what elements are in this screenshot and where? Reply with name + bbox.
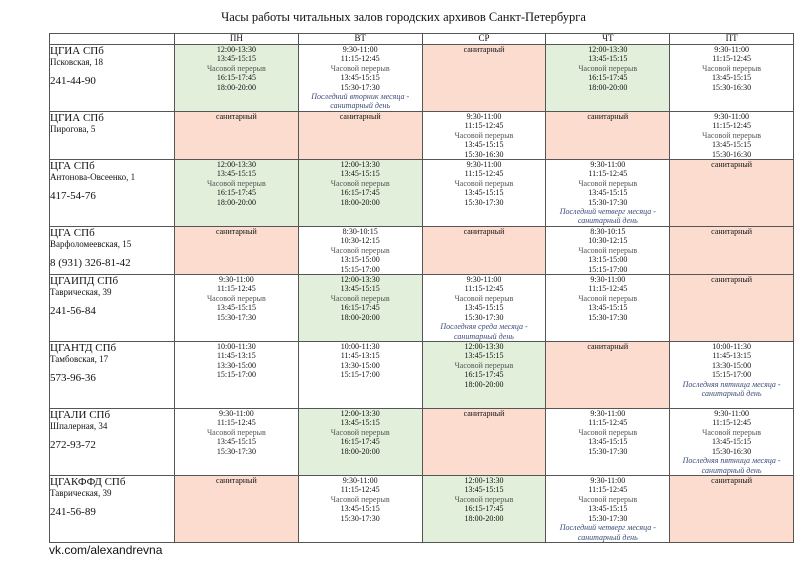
- break-label: Часовой перерыв: [330, 178, 390, 188]
- archive-address: Пирогова, 5: [50, 124, 96, 134]
- time-slot: 13:45-15:15: [340, 504, 380, 514]
- schedule-cell: [175, 409, 299, 476]
- time-slot: 8:30-10:15: [342, 227, 378, 237]
- time-slot: 9:30-11:00: [466, 275, 502, 285]
- break-label: Часовой перерыв: [206, 293, 266, 303]
- time-slot: 18:00-20:00: [340, 312, 380, 322]
- day-header-mon: ПН: [175, 34, 299, 45]
- archive-address: Псковская, 18: [50, 57, 103, 67]
- time-slot: 18:00-20:00: [464, 379, 504, 389]
- archive-name: ЦГАИПД СПб: [50, 275, 119, 288]
- time-slot: 12:00-13:30: [340, 409, 380, 419]
- time-slot: 9:30-11:00: [590, 476, 626, 486]
- time-slot: 15:30-16:30: [712, 149, 752, 159]
- archive-info: [50, 275, 175, 342]
- time-slot: 13:15-15:00: [588, 255, 628, 265]
- time-slot: 12:00-13:30: [588, 45, 628, 54]
- archive-info: [50, 160, 175, 227]
- time-slot: 12:00-13:30: [340, 275, 380, 285]
- archive-name: ЦГА СПб: [50, 160, 95, 173]
- schedule-cell: [670, 275, 794, 342]
- archive-name: ЦГАНТД СПб: [50, 342, 117, 355]
- time-slot: 13:45-15:15: [588, 437, 628, 447]
- time-slot: санитарный: [463, 409, 505, 419]
- time-slot: 10:00-11:30: [216, 342, 256, 352]
- time-slot: 16:15-17:45: [216, 188, 256, 198]
- schedule-cell: [546, 45, 670, 112]
- time-slot: санитарный: [587, 342, 629, 352]
- time-slot: 11:15-12:45: [216, 418, 256, 428]
- time-slot: 10:00-11:30: [712, 342, 751, 352]
- time-slot: 13:45-15:15: [340, 418, 380, 428]
- time-slot: 13:45-15:15: [588, 504, 628, 514]
- time-slot: 13:45-15:15: [464, 188, 504, 198]
- time-slot: 11:15-12:45: [712, 418, 751, 428]
- time-slot: 15:15-17:00: [588, 264, 628, 274]
- archive-name: ЦГИА СПб: [50, 112, 104, 124]
- archive-phone: 272-93-72: [50, 439, 96, 452]
- archive-address: Таврическая, 39: [50, 287, 112, 298]
- archive-info: [50, 45, 175, 112]
- time-slot: 12:00-13:30: [216, 160, 256, 170]
- time-slot: 13:45-15:15: [464, 351, 504, 361]
- time-slot: 18:00-20:00: [340, 197, 380, 207]
- break-label: Часовой перерыв: [206, 427, 266, 437]
- time-slot: 15:30-17:30: [588, 446, 628, 456]
- time-slot: 11:15-12:45: [464, 284, 504, 294]
- break-label: Часовой перерыв: [578, 293, 638, 303]
- archive-info: [50, 112, 175, 160]
- header-row: [50, 34, 794, 45]
- archive-row: [50, 342, 794, 409]
- time-slot: 15:30-17:30: [216, 446, 256, 456]
- time-slot: 15:30-17:30: [340, 513, 380, 523]
- schedule-cell: [298, 160, 422, 227]
- schedule-cell: [670, 45, 794, 112]
- time-slot: 11:15-12:45: [340, 485, 380, 495]
- time-slot: 11:15-12:45: [216, 284, 256, 294]
- time-slot: 10:30-12:15: [588, 236, 628, 246]
- sanitary-day-note: санитарный день: [701, 389, 762, 399]
- time-slot: 13:45-15:15: [464, 140, 504, 150]
- page-title: Часы работы читальных залов городских архивов Санкт-Петербурга: [221, 10, 586, 24]
- schedule-cell: [175, 476, 299, 543]
- time-slot: 12:00-13:30: [464, 342, 504, 352]
- time-slot: санитарный: [711, 227, 753, 237]
- schedule-cell: [670, 227, 794, 275]
- time-slot: 18:00-20:00: [588, 82, 628, 92]
- break-label: Часовой перерыв: [206, 178, 266, 188]
- archive-row: [50, 160, 794, 227]
- time-slot: санитарный: [463, 227, 505, 237]
- time-slot: санитарный: [215, 476, 257, 486]
- time-slot: 13:45-15:15: [340, 169, 380, 179]
- schedule-cell: [422, 45, 546, 112]
- time-slot: 9:30-11:00: [590, 275, 626, 285]
- time-slot: 18:00-20:00: [216, 82, 256, 92]
- schedule-cell: [546, 160, 670, 227]
- sanitary-day-note: Последний четверг месяца -: [559, 523, 656, 533]
- time-slot: 10:00-11:30: [340, 342, 380, 352]
- archive-address: Антонова-Овсеенко, 1: [50, 172, 136, 183]
- break-label: Часовой перерыв: [330, 427, 390, 437]
- break-label: Часовой перерыв: [206, 63, 266, 73]
- time-slot: 15:30-17:30: [340, 82, 380, 92]
- sanitary-day-note: санитарный день: [577, 532, 638, 542]
- archive-phone: 573-96-36: [50, 372, 96, 385]
- time-slot: 15:30-16:30: [712, 446, 752, 456]
- schedule-cell: [298, 476, 422, 543]
- archive-info: [50, 342, 175, 409]
- break-label: Часовой перерыв: [702, 63, 762, 73]
- break-label: Часовой перерыв: [702, 130, 762, 140]
- time-slot: 13:45-15:15: [216, 54, 256, 64]
- schedule-cell: [670, 112, 794, 160]
- time-slot: санитарный: [711, 275, 753, 285]
- time-slot: 11:15-12:45: [712, 54, 751, 64]
- time-slot: 13:45-15:15: [216, 169, 256, 179]
- time-slot: 10:30-12:15: [340, 236, 380, 246]
- time-slot: 18:00-20:00: [340, 446, 380, 456]
- time-slot: 15:30-16:30: [464, 149, 504, 159]
- time-slot: 11:15-12:45: [588, 485, 628, 495]
- schedule-cell: [422, 342, 546, 409]
- archive-row: [50, 409, 794, 476]
- time-slot: 9:30-11:00: [466, 160, 502, 170]
- time-slot: 13:30-15:00: [216, 360, 256, 370]
- archive-name: ЦГИА СПб: [50, 45, 104, 57]
- time-slot: 13:45-15:15: [588, 188, 628, 198]
- schedule-cell: [670, 342, 794, 409]
- time-slot: 13:45-15:15: [340, 284, 380, 294]
- time-slot: 11:15-12:45: [464, 169, 504, 179]
- time-slot: санитарный: [587, 112, 629, 121]
- time-slot: 12:00-13:30: [216, 45, 256, 54]
- time-slot: 11:45-13:15: [216, 351, 256, 361]
- time-slot: 9:30-11:00: [714, 45, 749, 54]
- break-label: Часовой перерыв: [454, 293, 514, 303]
- sanitary-day-note: санитарный день: [577, 216, 638, 226]
- schedule-cell: [298, 409, 422, 476]
- break-label: Часовой перерыв: [702, 427, 762, 437]
- archive-row: [50, 227, 794, 275]
- break-label: Часовой перерыв: [578, 494, 638, 504]
- schedule-cell: [670, 409, 794, 476]
- schedule-cell: [422, 227, 546, 275]
- schedule-cell: [422, 409, 546, 476]
- schedule-cell: [422, 275, 546, 342]
- sanitary-day-note: Последняя пятница месяца -: [682, 379, 781, 389]
- break-label: Часовой перерыв: [330, 494, 390, 504]
- time-slot: 11:45-13:15: [340, 351, 380, 361]
- sanitary-day-note: Последний вторник месяца -: [311, 92, 410, 102]
- time-slot: 13:45-15:15: [216, 303, 256, 313]
- time-slot: 13:45-15:15: [340, 73, 380, 83]
- archive-address: Варфоломеевская, 15: [50, 239, 132, 250]
- archive-row: [50, 45, 794, 112]
- schedule-body: [50, 45, 794, 543]
- time-slot: 11:15-12:45: [340, 54, 380, 64]
- schedule-cell: [175, 342, 299, 409]
- time-slot: 9:30-11:00: [466, 112, 502, 121]
- corner-cell: [50, 34, 175, 45]
- time-slot: санитарный: [215, 227, 257, 237]
- time-slot: санитарный: [463, 45, 505, 54]
- time-slot: 18:00-20:00: [464, 513, 504, 523]
- break-label: Часовой перерыв: [454, 494, 514, 504]
- time-slot: 13:45-15:15: [464, 303, 504, 313]
- schedule-cell: [422, 476, 546, 543]
- time-slot: 15:30-17:30: [464, 197, 504, 207]
- time-slot: 12:00-13:30: [340, 160, 380, 170]
- schedule-cell: [175, 112, 299, 160]
- time-slot: 18:00-20:00: [216, 197, 256, 207]
- schedule-cell: [298, 112, 422, 160]
- schedule-cell: [546, 112, 670, 160]
- archive-phone: 417-54-76: [50, 190, 96, 203]
- time-slot: 13:45-15:15: [712, 140, 752, 150]
- time-slot: 15:15-17:00: [216, 370, 256, 380]
- break-label: Часовой перерыв: [578, 427, 638, 437]
- time-slot: 15:30-17:30: [216, 312, 256, 322]
- time-slot: санитарный: [339, 112, 381, 121]
- schedule-cell: [546, 476, 670, 543]
- schedule-cell: [175, 227, 299, 275]
- schedule-cell: [175, 275, 299, 342]
- archive-phone: 241-44-90: [50, 75, 96, 87]
- archive-phone: 8 (931) 326-81-42: [50, 257, 131, 270]
- time-slot: 16:15-17:45: [588, 73, 628, 83]
- sanitary-day-note: санитарный день: [701, 465, 762, 475]
- schedule-cell: [298, 45, 422, 112]
- break-label: Часовой перерыв: [454, 130, 514, 140]
- time-slot: 15:15-17:00: [340, 264, 380, 274]
- archive-row: [50, 275, 794, 342]
- schedule-cell: [546, 409, 670, 476]
- time-slot: 9:30-11:00: [342, 45, 378, 54]
- time-slot: 11:15-12:45: [588, 418, 628, 428]
- archive-name: ЦГАКФФД СПб: [50, 476, 126, 489]
- schedule-cell: [546, 342, 670, 409]
- sanitary-day-note: Последняя пятница месяца -: [682, 456, 781, 466]
- schedule-cell: [298, 227, 422, 275]
- sanitary-day-note: санитарный день: [330, 101, 391, 111]
- break-label: Часовой перерыв: [330, 293, 390, 303]
- break-label: Часовой перерыв: [330, 63, 390, 73]
- time-slot: 9:30-11:00: [714, 112, 749, 121]
- time-slot: 16:15-17:45: [340, 303, 380, 313]
- archive-info: [50, 476, 175, 543]
- time-slot: 16:15-17:45: [216, 73, 256, 83]
- time-slot: санитарный: [711, 476, 753, 486]
- schedule-cell: [298, 342, 422, 409]
- time-slot: 16:15-17:45: [340, 437, 380, 447]
- break-label: Часовой перерыв: [454, 178, 514, 188]
- time-slot: 13:45-15:15: [712, 437, 752, 447]
- archive-name: ЦГА СПб: [50, 227, 95, 240]
- archive-name: ЦГАЛИ СПб: [50, 409, 111, 422]
- schedule-cell: [670, 160, 794, 227]
- time-slot: 16:15-17:45: [464, 370, 504, 380]
- schedule-cell: [546, 275, 670, 342]
- time-slot: 9:30-11:00: [342, 476, 378, 486]
- time-slot: 15:30-16:30: [712, 82, 752, 92]
- schedule-cell: [175, 160, 299, 227]
- time-slot: 12:00-13:30: [464, 476, 504, 486]
- time-slot: 13:30-15:00: [712, 360, 752, 370]
- schedule-cell: [546, 227, 670, 275]
- time-slot: 15:30-17:30: [588, 513, 628, 523]
- schedule-cell: [422, 160, 546, 227]
- time-slot: 11:15-12:45: [588, 284, 628, 294]
- break-label: Часовой перерыв: [578, 63, 638, 73]
- time-slot: 11:15-12:45: [588, 169, 628, 179]
- time-slot: 9:30-11:00: [590, 409, 626, 419]
- archive-row: [50, 476, 794, 543]
- break-label: Часовой перерыв: [578, 178, 638, 188]
- sanitary-day-note: санитарный день: [454, 331, 514, 341]
- time-slot: 11:15-12:45: [464, 121, 504, 131]
- time-slot: 16:15-17:45: [340, 188, 380, 198]
- archive-address: Шпалерная, 34: [50, 421, 108, 432]
- sanitary-day-note: Последняя среда месяца -: [440, 322, 528, 332]
- archive-phone: 241-56-89: [50, 506, 96, 519]
- break-label: Часовой перерыв: [454, 360, 514, 370]
- break-label: Часовой перерыв: [578, 245, 638, 255]
- time-slot: 9:30-11:00: [218, 275, 254, 285]
- day-header-thu: ЧТ: [546, 34, 670, 45]
- time-slot: 15:30-17:30: [588, 312, 628, 322]
- time-slot: 13:45-15:15: [712, 73, 752, 83]
- footer-source: vk.com/alexandrevna: [49, 543, 163, 557]
- break-label: Часовой перерыв: [330, 245, 390, 255]
- day-header-fri: ПТ: [670, 34, 794, 45]
- time-slot: 13:45-15:15: [464, 485, 504, 495]
- archive-info: [50, 409, 175, 476]
- time-slot: санитарный: [711, 160, 753, 170]
- archive-address: Тамбовская, 17: [50, 354, 109, 365]
- schedule-table: [49, 33, 794, 543]
- time-slot: санитарный: [215, 112, 257, 121]
- schedule-cell: [298, 275, 422, 342]
- time-slot: 16:15-17:45: [464, 504, 504, 514]
- time-slot: 13:15-15:00: [340, 255, 380, 265]
- time-slot: 15:30-17:30: [588, 197, 628, 207]
- schedule-cell: [670, 476, 794, 543]
- day-header-tue: ВТ: [298, 34, 422, 45]
- time-slot: 15:30-17:30: [464, 312, 504, 322]
- day-header-wed: СР: [422, 34, 546, 45]
- time-slot: 13:45-15:15: [216, 437, 256, 447]
- schedule-cell: [175, 45, 299, 112]
- schedule-cell: [422, 112, 546, 160]
- archive-info: [50, 227, 175, 275]
- archive-address: Таврическая, 39: [50, 488, 112, 499]
- time-slot: 11:45-13:15: [712, 351, 751, 361]
- time-slot: 8:30-10:15: [590, 227, 626, 237]
- time-slot: 9:30-11:00: [714, 409, 749, 419]
- sanitary-day-note: Последний четверг месяца -: [559, 207, 656, 217]
- archive-row: [50, 112, 794, 160]
- time-slot: 9:30-11:00: [218, 409, 254, 419]
- time-slot: 15:15-17:00: [712, 370, 752, 380]
- time-slot: 13:30-15:00: [340, 360, 380, 370]
- time-slot: 11:15-12:45: [712, 121, 751, 131]
- time-slot: 13:45-15:15: [588, 54, 628, 64]
- time-slot: 15:15-17:00: [340, 370, 380, 380]
- time-slot: 13:45-15:15: [588, 303, 628, 313]
- time-slot: 9:30-11:00: [590, 160, 626, 170]
- archive-phone: 241-56-84: [50, 305, 96, 318]
